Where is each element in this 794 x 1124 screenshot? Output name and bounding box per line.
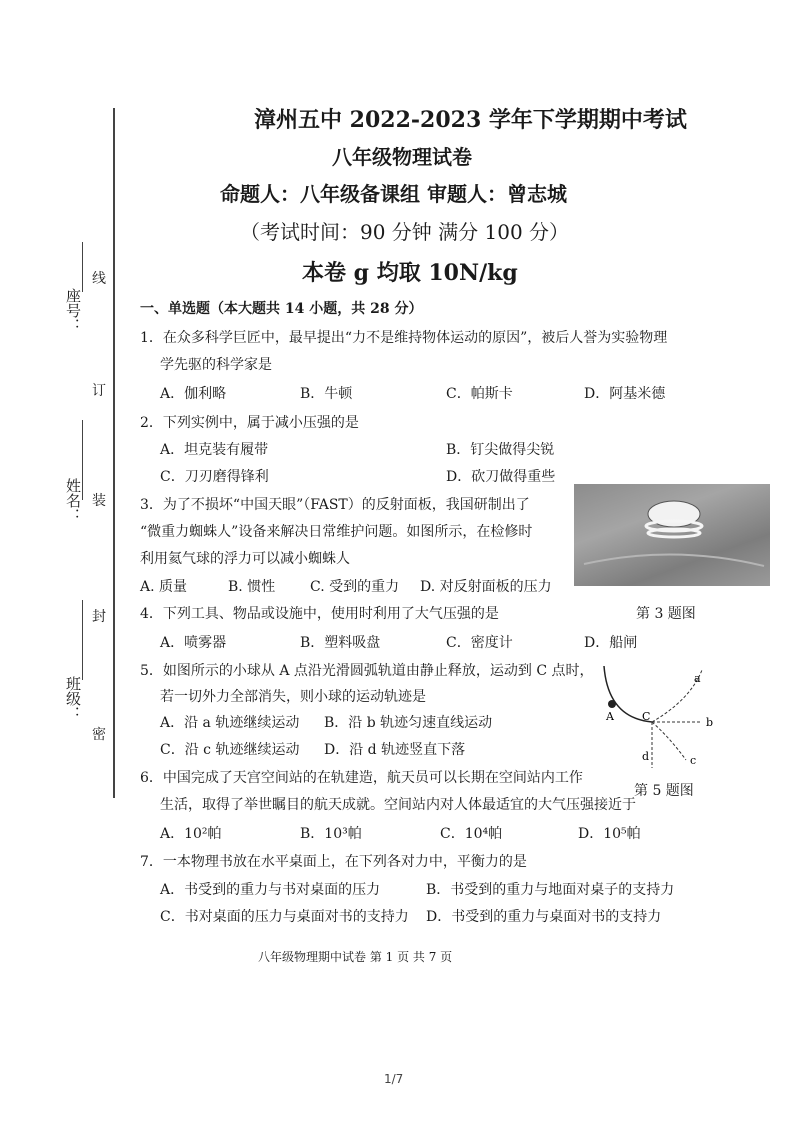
q1-option-c: C．帕斯卡 [446,386,513,402]
q6-line2: 生活，取得了举世瞩目的航天成就。空间站内对人体最适宜的大气压强接近于 [160,797,636,813]
section-title: 一、单选题（本大题共 14 小题，共 28 分） [140,301,423,317]
seal-char-zhuang: 装 [92,493,106,509]
seal-char-mi: 密 [92,727,106,743]
q4-option-b: B．塑料吸盘 [300,635,381,651]
label-a: a [694,672,701,685]
q3-line3: 利用氦气球的浮力可以减小蜘蛛人 [140,551,350,567]
label-C: C [642,710,651,723]
fig5-diagram [590,660,720,780]
q6-line1: 6．中国完成了天宫空间站的在轨建造，航天员可以长期在空间站内工作 [140,770,583,786]
q5-option-b: B．沿 b 轨迹匀速直线运动 [324,715,493,731]
pager: 1/7 [384,1072,404,1086]
q7-option-a: A．书受到的重力与书对桌面的压力 [160,882,381,898]
fig5-caption: 第 5 题图 [634,783,694,799]
label-c: c [690,754,697,767]
q1-line1: 1．在众多科学巨匠中，最早提出“力不是维持物体运动的原因”，被后人誉为实验物理 [140,330,668,346]
exam-time-info: （考试时间：90 分钟 满分 100 分） [240,220,570,244]
q4-option-d: D．船闸 [584,635,638,651]
q2-option-a: A．坦克装有履带 [160,442,269,458]
label-d: d [642,750,650,763]
q5-option-d: D．沿 d 轨迹竖直下落 [324,742,466,758]
q2-option-c: C．刀刃磨得锋利 [160,469,269,485]
q2-line1: 2．下列实例中，属于减小压强的是 [140,415,359,431]
q4-line1: 4．下列工具、物品或设施中，使用时利用了大气压强的是 [140,606,499,622]
binding-line [113,108,115,798]
label-A: A [606,710,614,723]
exam-authors: 命题人：八年级备课组 审题人：曾志城 [220,182,567,206]
q6-option-d: D．10⁵帕 [578,826,641,842]
balloon-icon [574,484,770,586]
exam-subtitle: 八年级物理试卷 [332,145,472,169]
name-label: 姓名： [64,478,82,523]
q3-line1: 3．为了不损坏“中国天眼”（FAST）的反射面板，我国研制出了 [140,497,530,513]
path-c [652,722,686,760]
q1-option-a: A．伽利略 [160,386,227,402]
q2-option-b: B．钉尖做得尖锐 [446,442,555,458]
q6-option-a: A．10²帕 [160,826,222,842]
class-label: 班级： [64,676,82,721]
fig3-caption: 第 3 题图 [636,606,696,622]
q6-option-b: B．10³帕 [300,826,362,842]
q5-line1: 5．如图所示的小球从 A 点沿光滑圆弧轨道由静止释放，运动到 C 点时， [140,663,594,679]
q5-option-a: A．沿 a 轨迹继续运动 [160,715,300,731]
q7-option-b: B．书受到的重力与地面对桌子的支持力 [426,882,675,898]
q3-option-d: D. 对反射面板的压力 [420,579,552,595]
fig3-photo [574,484,770,586]
seal-char-feng: 封 [92,609,106,625]
q5-line2: 若一切外力全部消失，则小球的运动轨迹是 [160,689,426,705]
seat-underline [82,242,83,292]
page-footer: 八年级物理期中试卷 第 1 页 共 7 页 [258,950,453,964]
q3-line2: “微重力蜘蛛人”设备来解决日常维护问题。如图所示，在检修时 [140,524,533,540]
q6-option-c: C．10⁴帕 [440,826,503,842]
q7-option-d: D．书受到的重力与桌面对书的支持力 [426,909,662,925]
q1-line2: 学先驱的科学家是 [160,357,272,373]
seal-char-xian: 线 [92,271,106,287]
seat-label: 座号： [64,288,82,333]
q1-option-b: B．牛顿 [300,386,353,402]
q2-option-d: D．砍刀做得重些 [446,469,556,485]
q3-option-b: B. 惯性 [228,579,276,595]
q1-option-d: D．阿基米德 [584,386,666,402]
ball-icon [608,700,616,708]
class-underline [82,600,83,680]
q7-option-c: C．书对桌面的压力与桌面对书的支持力 [160,909,409,925]
q4-option-c: C．密度计 [446,635,513,651]
q3-option-c: C. 受到的重力 [310,579,400,595]
q7-line1: 7．一本物理书放在水平桌面上，在下列各对力中，平衡力的是 [140,854,527,870]
q4-option-a: A．喷雾器 [160,635,227,651]
exam-title: 漳州五中 2022-2023 学年下学期期中考试 [254,107,687,133]
label-b: b [706,716,714,729]
seal-char-ding: 订 [92,383,106,399]
q5-option-c: C．沿 c 轨迹继续运动 [160,742,300,758]
q3-option-a: A. 质量 [140,579,188,595]
g-note: 本卷 g 均取 10N/kg [302,260,518,286]
